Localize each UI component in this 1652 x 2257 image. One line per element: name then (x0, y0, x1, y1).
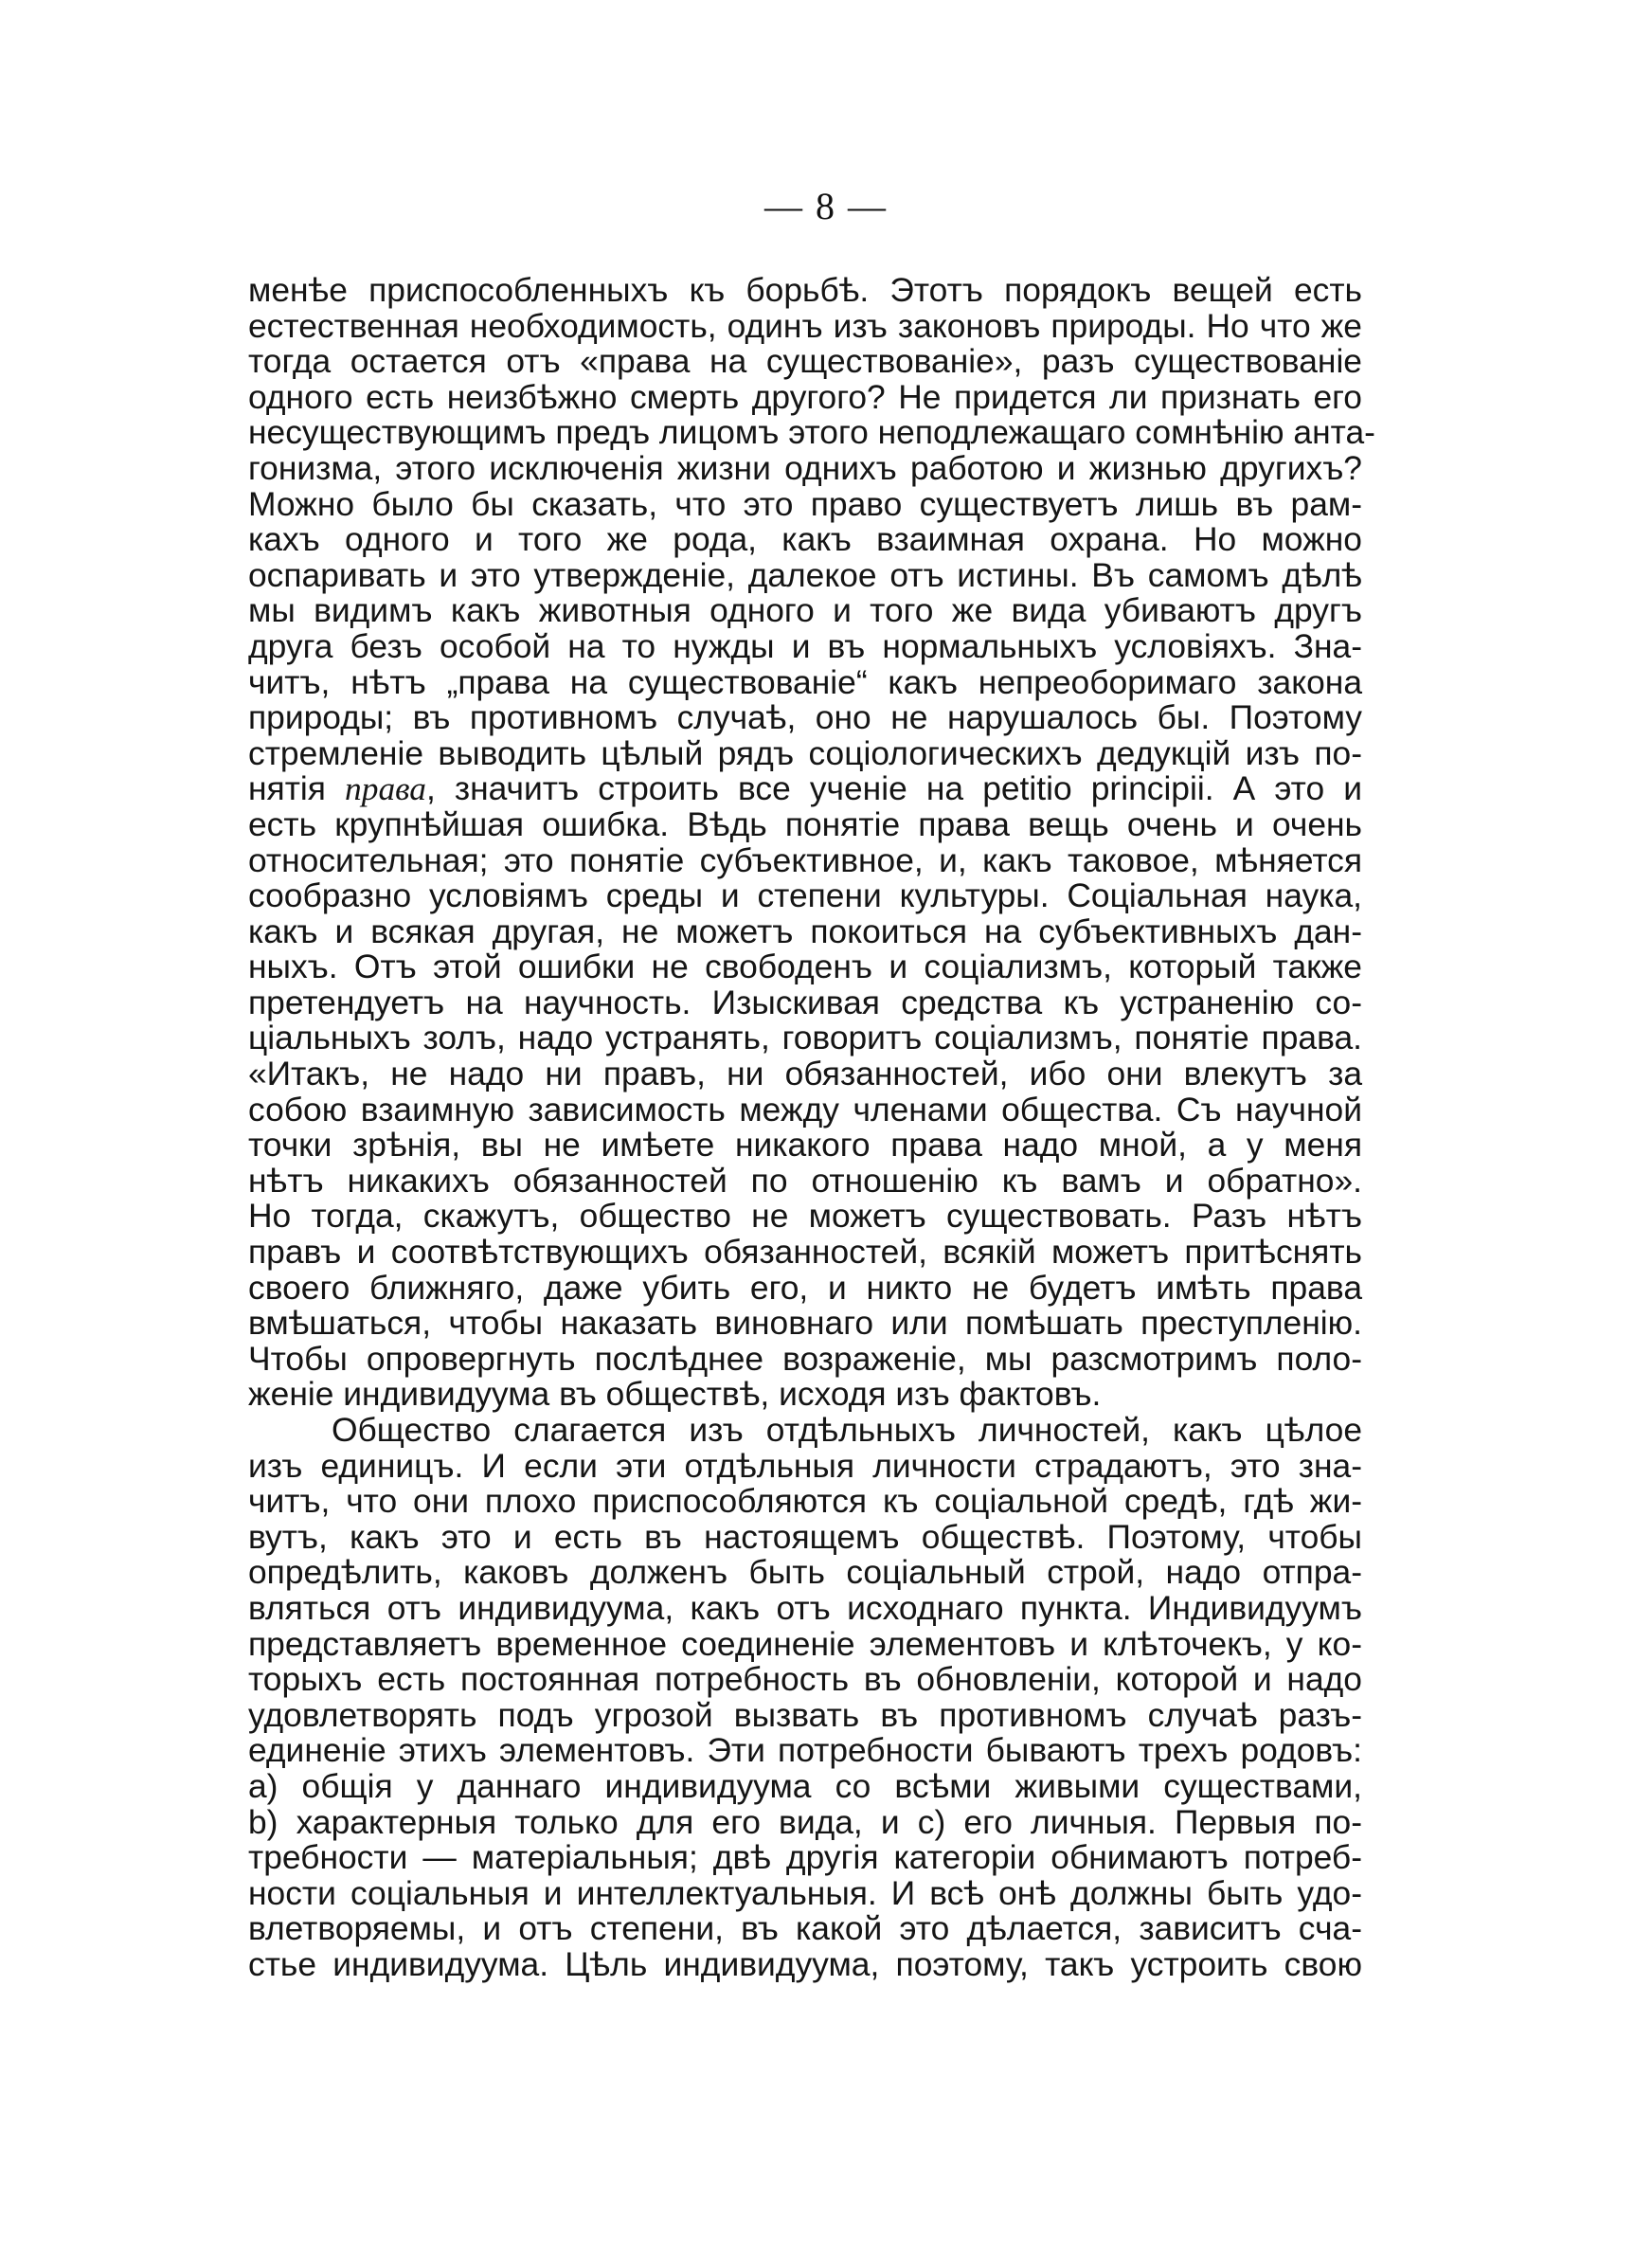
text-line: какъ и всякая другая, не можетъ покоиться на субъективныхъ дан- (248, 912, 1362, 950)
text-line: своего ближняго, даже убить его, и никто не будетъ имѣть права (248, 1268, 1362, 1307)
text-line: оспаривать и это утвержденіе, далекое отъ истины. Въ самомъ дѣлѣ (248, 555, 1362, 594)
text-line: опредѣлить, каковъ долженъ быть соціальный строй, надо отпра- (248, 1553, 1362, 1592)
text-line: собою взаимную зависимость между членами общества. Съ научной (248, 1090, 1362, 1128)
text-line: ныхъ. Отъ этой ошибки не свободенъ и соціализмъ, который также (248, 948, 1362, 986)
text-line: нѣтъ никакихъ обязанностей по отношенію къ вамъ и обратно». (248, 1161, 1362, 1200)
text-line: читъ, что они плохо приспособляются къ соціальной средѣ, гдѣ жи- (248, 1482, 1362, 1521)
text-line: точки зрѣнія, вы не имѣете никакого права надо мной, а у меня (248, 1126, 1362, 1165)
paragraph-2 (248, 1413, 1362, 1983)
text-line: сообразно условіямъ среды и степени культуры. Соціальная наука, (248, 876, 1362, 915)
text-line: Общество слагается изъ отдѣльныхъ личностей, какъ цѣлое (332, 1411, 1362, 1449)
text-line: ціальныхъ золъ, надо устранять, говоритъ соціализмъ, понятіе права. (248, 1019, 1362, 1057)
text-line: есть крупнѣйшая ошибка. Вѣдь понятіе права вещь очень и очень (248, 804, 1362, 843)
text-line: естественная необходимость, одинъ изъ законовъ природы. Но что же (248, 306, 1362, 345)
text-line: Но тогда, скажутъ, общество не можетъ существовать. Разъ нѣтъ (248, 1197, 1362, 1236)
text-line: требности — матеріальныя; двѣ другія категоріи обнимаютъ потреб- (248, 1838, 1362, 1877)
text-line: менѣе приспособленныхъ къ борьбѣ. Этотъ порядокъ вещей есть (248, 271, 1362, 309)
text-line: нятія права, значитъ строить все ученіе на petitio principii. А это и (248, 769, 1362, 808)
text-line: женіе индивидуума въ обществѣ, исходя изъ фактовъ. (248, 1375, 1102, 1414)
text-line: относительная; это понятіе субъективное, и, какъ таковое, мѣняется (248, 840, 1362, 879)
text-line: друга безъ особой на то нужды и въ нормальныхъ условіяхъ. Зна- (248, 626, 1362, 665)
text-line: природы; въ противномъ случаѣ, оно не нарушалось бы. Поэтому (248, 698, 1362, 737)
text-line: стье индивидуума. Цѣль индивидуума, поэтому, такъ устроить свою (248, 1944, 1362, 1983)
body-text (248, 271, 1375, 1983)
text-line: единеніе этихъ элементовъ. Эти потребности бываютъ трехъ родовъ: (248, 1731, 1362, 1770)
text-line: изъ единицъ. И если эти отдѣльныя личности страдаютъ, это зна- (248, 1446, 1362, 1485)
text-line: одного есть неизбѣжно смерть другого? Не придется ли признать его (248, 377, 1362, 416)
text-line: вутъ, какъ это и есть въ настоящемъ обществѣ. Поэтому, чтобы (248, 1517, 1362, 1556)
text-line: «Итакъ, не надо ни правъ, ни обязанностей, ибо они влекутъ за (248, 1055, 1362, 1093)
text-line: Чтобы опровергнуть послѣднее возраженіе, мы разсмотримъ поло- (248, 1339, 1362, 1378)
text-line: несуществующимъ предъ лицомъ этого неподлежащаго сомнѣнію анта- (248, 413, 1375, 452)
page-number: — 8 — (764, 185, 888, 227)
text-line: торыхъ есть постоянная потребность въ обновленіи, которой и надо (248, 1660, 1362, 1699)
text-line: тогда остается отъ «права на существованіе», разъ существованіе (248, 342, 1362, 381)
text-line: представляетъ временное соединеніе элементовъ и клѣточекъ, у ко- (248, 1624, 1362, 1663)
text-line: удовлетворять подъ угрозой вызвать въ противномъ случаѣ разъ- (248, 1695, 1362, 1734)
paragraph-1 (248, 271, 1375, 1414)
text-line: правъ и соотвѣтствующихъ обязанностей, всякій можетъ притѣснять (248, 1233, 1362, 1272)
text-line: претендуетъ на научность. Изыскивая средства къ устраненію со- (248, 983, 1362, 1021)
text-line: гонизма, этого исключенія жизни однихъ работою и жизнью другихъ? (248, 448, 1362, 487)
text-line: кахъ одного и того же рода, какъ взаимная охрана. Но можно (248, 520, 1362, 559)
text-line: Можно было бы сказать, что это право существуетъ лишь въ рам- (248, 484, 1362, 523)
text-line: влетворяемы, и отъ степени, въ какой это дѣлается, зависитъ сча- (248, 1909, 1362, 1948)
text-line: мы видимъ какъ животныя одного и того же вида убиваютъ другъ (248, 591, 1362, 630)
text-line: ности соціальныя и интеллектуальныя. И всѣ онѣ должны быть удо- (248, 1873, 1362, 1912)
text-line: вмѣшаться, чтобы наказать виновнаго или помѣшать преступленію. (248, 1304, 1362, 1343)
text-line: стремленіе выводить цѣлый рядъ соціологическихъ дедукцій изъ по- (248, 733, 1362, 772)
text-line: читъ, нѣтъ „права на существованіе“ какъ непреоборимаго закона (248, 662, 1362, 701)
text-line: b) характерныя только для его вида, и c) его личныя. Первыя по- (248, 1802, 1362, 1841)
text-line: a) общія у даннаго индивидуума со всѣми живыми существами, (248, 1766, 1362, 1805)
text-line: вляться отъ индивидуума, какъ отъ исходнаго пункта. Индивидуумъ (248, 1588, 1362, 1627)
